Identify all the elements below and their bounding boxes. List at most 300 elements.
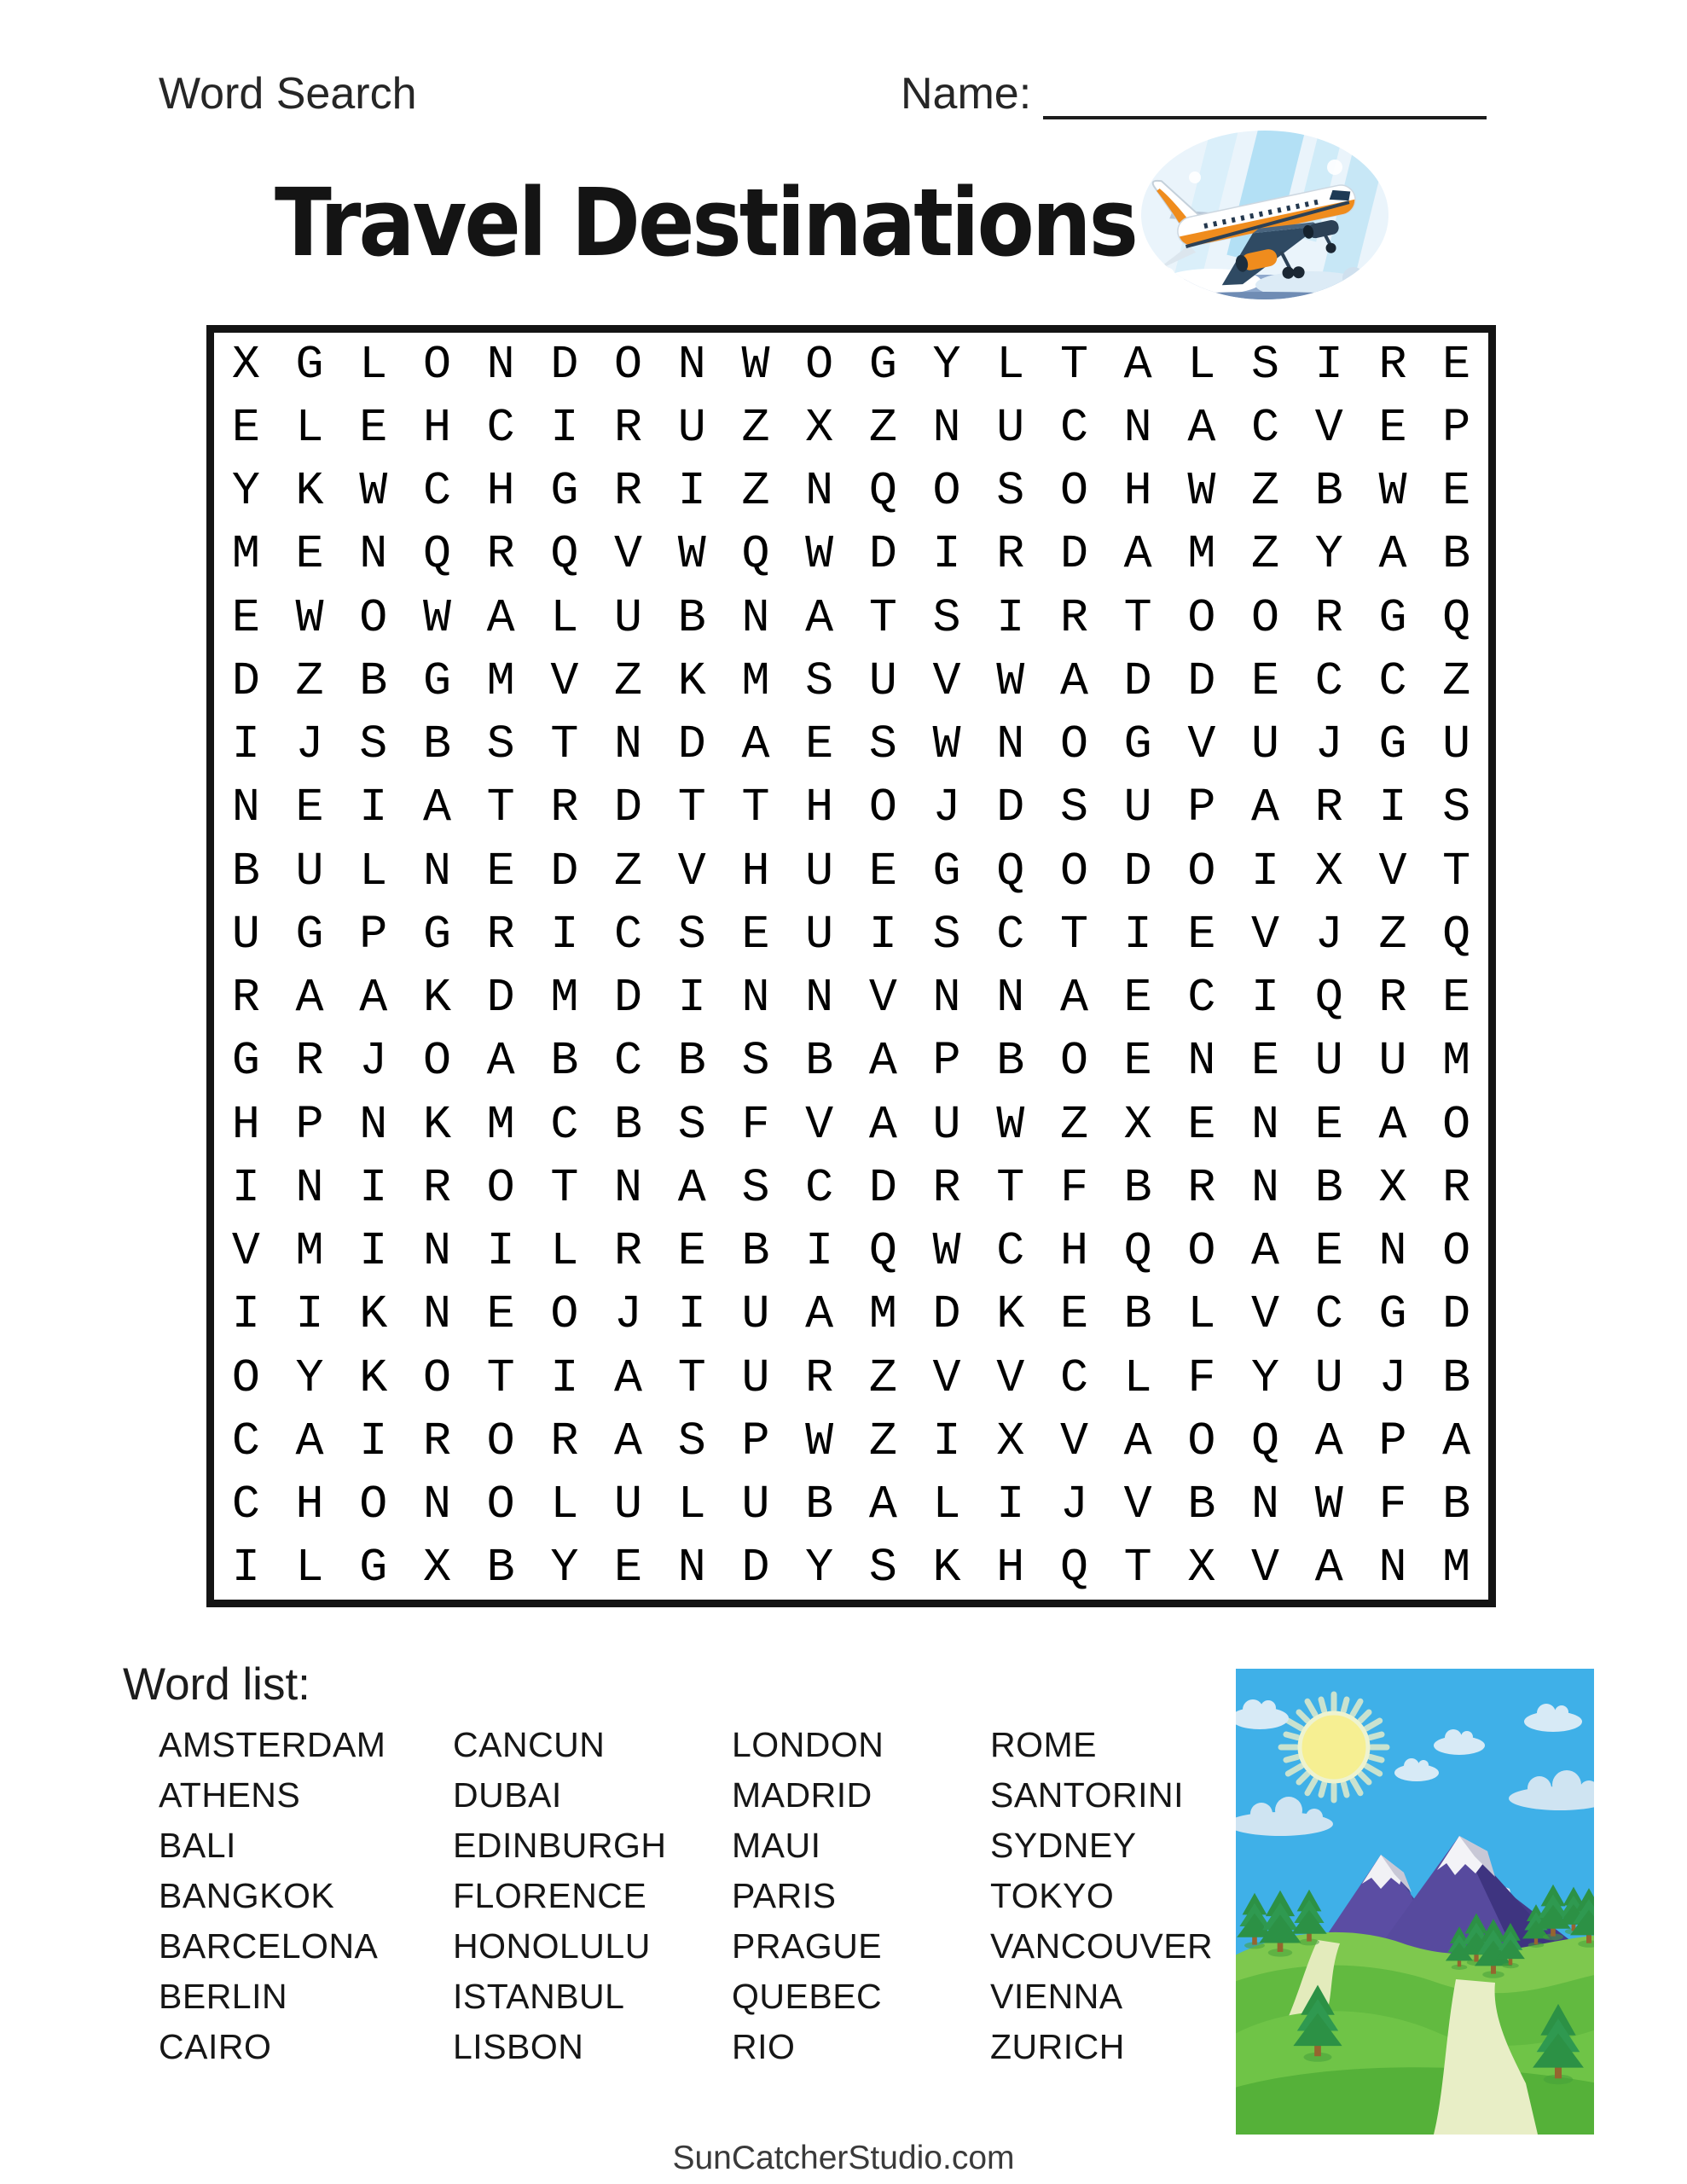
grid-letter-r6c15: D [1123, 653, 1152, 708]
grid-letter-r7c20: U [1442, 717, 1471, 772]
grid-letter-r11c18: Q [1314, 971, 1343, 1025]
grid-letter-r15c17: A [1251, 1224, 1280, 1279]
grid-letter-r20c5: B [486, 1541, 515, 1595]
grid-letter-r19c9: U [741, 1478, 770, 1532]
grid-letter-r8c12: J [932, 781, 961, 835]
grid-letter-r1c4: O [422, 337, 451, 392]
grid-letter-r17c2: Y [295, 1350, 324, 1405]
grid-letter-r10c11: I [868, 907, 897, 961]
grid-letter-r15c19: N [1378, 1224, 1407, 1279]
grid-letter-r12c15: E [1123, 1034, 1152, 1089]
grid-letter-r18c19: P [1378, 1414, 1407, 1468]
grid-letter-r6c14: A [1059, 653, 1088, 708]
grid-letter-r5c6: L [550, 590, 579, 645]
grid-letter-r3c10: N [805, 464, 834, 519]
grid-letter-r13c10: V [805, 1097, 834, 1152]
grid-letter-r19c13: I [996, 1478, 1025, 1532]
grid-letter-r1c20: E [1442, 337, 1471, 392]
grid-letter-r4c14: D [1059, 527, 1088, 582]
grid-letter-r10c17: V [1251, 907, 1280, 961]
grid-letter-r15c4: N [422, 1224, 451, 1279]
grid-letter-r13c11: A [868, 1097, 897, 1152]
grid-letter-r16c15: B [1123, 1287, 1152, 1342]
grid-letter-r14c14: F [1059, 1160, 1088, 1215]
grid-letter-r1c6: D [550, 337, 579, 392]
grid-letter-r5c11: T [868, 590, 897, 645]
word-list-item: SANTORINI [990, 1775, 1184, 1815]
grid-letter-r7c9: A [741, 717, 770, 772]
grid-letter-r18c7: A [614, 1414, 643, 1468]
grid-letter-r3c15: H [1123, 464, 1152, 519]
grid-letter-r20c13: H [996, 1541, 1025, 1595]
grid-letter-r13c14: Z [1059, 1097, 1088, 1152]
word-list-item: HONOLULU [453, 1926, 651, 1966]
grid-letter-r20c1: I [231, 1541, 260, 1595]
grid-letter-r19c14: J [1059, 1478, 1088, 1532]
grid-letter-r17c18: U [1314, 1350, 1343, 1405]
grid-letter-r1c19: R [1378, 337, 1407, 392]
grid-letter-r8c10: H [805, 781, 834, 835]
grid-letter-r2c7: R [614, 400, 643, 455]
grid-letter-r11c6: M [550, 971, 579, 1025]
grid-letter-r5c5: A [486, 590, 515, 645]
grid-letter-r2c14: C [1059, 400, 1088, 455]
grid-letter-r6c8: K [677, 653, 706, 708]
grid-letter-r5c2: W [295, 590, 324, 645]
grid-letter-r18c16: O [1187, 1414, 1216, 1468]
grid-letter-r17c17: Y [1251, 1350, 1280, 1405]
grid-letter-r10c19: Z [1378, 907, 1407, 961]
grid-letter-r4c15: A [1123, 527, 1152, 582]
grid-letter-r7c2: J [295, 717, 324, 772]
grid-letter-r14c5: O [486, 1160, 515, 1215]
grid-letter-r1c12: Y [932, 337, 961, 392]
grid-letter-r8c16: P [1187, 781, 1216, 835]
word-list-item: LISBON [453, 2027, 584, 2066]
grid-letter-r19c20: B [1442, 1478, 1471, 1532]
grid-letter-r7c11: S [868, 717, 897, 772]
grid-letter-r5c19: G [1378, 590, 1407, 645]
word-list-column-2 [453, 1720, 732, 2072]
grid-letter-r9c4: N [422, 844, 451, 898]
grid-letter-r7c14: O [1059, 717, 1088, 772]
grid-letter-r17c9: U [741, 1350, 770, 1405]
grid-letter-r6c19: C [1378, 653, 1407, 708]
grid-letter-r14c19: X [1378, 1160, 1407, 1215]
grid-letter-r3c5: H [486, 464, 515, 519]
grid-letter-r4c12: I [932, 527, 961, 582]
grid-letter-r3c6: G [550, 464, 579, 519]
grid-letter-r3c12: O [932, 464, 961, 519]
grid-letter-r2c9: Z [741, 400, 770, 455]
grid-letter-r14c9: S [741, 1160, 770, 1215]
grid-letter-r11c2: A [295, 971, 324, 1025]
grid-letter-r3c13: S [996, 464, 1025, 519]
grid-letter-r12c16: N [1187, 1034, 1216, 1089]
grid-letter-r15c9: B [741, 1224, 770, 1279]
word-list-item: BARCELONA [159, 1926, 379, 1966]
grid-letter-r19c6: L [550, 1478, 579, 1532]
grid-letter-r19c4: N [422, 1478, 451, 1532]
grid-letter-r19c3: O [359, 1478, 388, 1532]
grid-letter-r9c20: T [1442, 844, 1471, 898]
grid-letter-r14c18: B [1314, 1160, 1343, 1215]
grid-letter-r2c1: E [231, 400, 260, 455]
grid-letter-r15c14: H [1059, 1224, 1088, 1279]
grid-letter-r12c13: B [996, 1034, 1025, 1089]
grid-letter-r12c7: C [614, 1034, 643, 1089]
grid-letter-r5c20: Q [1442, 590, 1471, 645]
word-list-column-4 [990, 1720, 1213, 2072]
airplane-illustration [1137, 126, 1393, 304]
grid-letter-r4c19: A [1378, 527, 1407, 582]
grid-letter-r18c2: A [295, 1414, 324, 1468]
grid-letter-r1c16: L [1187, 337, 1216, 392]
grid-letter-r19c11: A [868, 1478, 897, 1532]
grid-letter-r12c8: B [677, 1034, 706, 1089]
grid-letter-r2c3: E [359, 400, 388, 455]
grid-letter-r14c17: N [1251, 1160, 1280, 1215]
grid-letter-r3c14: O [1059, 464, 1088, 519]
grid-letter-r11c7: D [614, 971, 643, 1025]
word-list-item: PARIS [732, 1876, 837, 1915]
grid-letter-r6c16: D [1187, 653, 1216, 708]
word-list-item: QUEBEC [732, 1977, 883, 2016]
grid-letter-r15c6: L [550, 1224, 579, 1279]
grid-letter-r18c3: I [359, 1414, 388, 1468]
grid-letter-r10c14: T [1059, 907, 1088, 961]
grid-letter-r20c18: A [1314, 1541, 1343, 1595]
grid-letter-r6c4: G [422, 653, 451, 708]
grid-letter-r12c14: O [1059, 1034, 1088, 1089]
grid-letter-r20c19: N [1378, 1541, 1407, 1595]
grid-letter-r16c1: I [231, 1287, 260, 1342]
grid-letter-r6c7: Z [614, 653, 643, 708]
grid-letter-r8c5: T [486, 781, 515, 835]
grid-letter-r20c12: K [932, 1541, 961, 1595]
grid-letter-r2c2: L [295, 400, 324, 455]
grid-letter-r14c2: N [295, 1160, 324, 1215]
grid-letter-r2c17: C [1251, 400, 1280, 455]
grid-letter-r10c2: G [295, 907, 324, 961]
grid-letter-r6c13: W [996, 653, 1025, 708]
grid-letter-r3c2: K [295, 464, 324, 519]
grid-letter-r13c16: E [1187, 1097, 1216, 1152]
grid-letter-r20c7: E [614, 1541, 643, 1595]
grid-letter-r18c1: C [231, 1414, 260, 1468]
grid-letter-r15c8: E [677, 1224, 706, 1279]
grid-letter-r4c4: Q [422, 527, 451, 582]
word-list-item: PRAGUE [732, 1926, 883, 1966]
grid-letter-r8c18: R [1314, 781, 1343, 835]
grid-letter-r7c18: J [1314, 717, 1343, 772]
grid-letter-r17c13: V [996, 1350, 1025, 1405]
grid-letter-r4c11: D [868, 527, 897, 582]
grid-letter-r7c1: I [231, 717, 260, 772]
word-list-item: BANGKOK [159, 1876, 335, 1915]
grid-letter-r5c16: O [1187, 590, 1216, 645]
grid-letter-r16c10: A [805, 1287, 834, 1342]
grid-letter-r9c15: D [1123, 844, 1152, 898]
grid-letter-r11c8: I [677, 971, 706, 1025]
grid-letter-r3c8: I [677, 464, 706, 519]
word-list-item: LONDON [732, 1725, 884, 1764]
grid-letter-r10c12: S [932, 907, 961, 961]
grid-letter-r18c15: A [1123, 1414, 1152, 1468]
grid-letter-r19c2: H [295, 1478, 324, 1532]
grid-letter-r1c9: W [741, 337, 770, 392]
grid-letter-r1c2: G [295, 337, 324, 392]
grid-letter-r1c15: A [1123, 337, 1152, 392]
grid-letter-r17c19: J [1378, 1350, 1407, 1405]
grid-letter-r16c5: E [486, 1287, 515, 1342]
grid-letter-r9c7: Z [614, 844, 643, 898]
grid-letter-r13c20: O [1442, 1097, 1471, 1152]
grid-letter-r13c3: N [359, 1097, 388, 1152]
grid-letter-r1c3: L [359, 337, 388, 392]
grid-letter-r10c16: E [1187, 907, 1216, 961]
grid-letter-r9c9: H [741, 844, 770, 898]
grid-letter-r16c16: L [1187, 1287, 1216, 1342]
grid-letter-r17c15: L [1123, 1350, 1152, 1405]
grid-letter-r11c14: A [1059, 971, 1088, 1025]
grid-letter-r17c6: I [550, 1350, 579, 1405]
grid-letter-r17c1: O [231, 1350, 260, 1405]
grid-letter-r5c1: E [231, 590, 260, 645]
grid-letter-r10c3: P [359, 907, 388, 961]
grid-letter-r1c7: O [614, 337, 643, 392]
grid-letter-r9c19: V [1378, 844, 1407, 898]
grid-letter-r20c9: D [741, 1541, 770, 1595]
grid-letter-r14c12: R [932, 1160, 961, 1215]
grid-letter-r2c19: E [1378, 400, 1407, 455]
grid-letter-r15c11: Q [868, 1224, 897, 1279]
word-search-grid [206, 325, 1496, 1607]
grid-letter-r19c16: B [1187, 1478, 1216, 1532]
grid-letter-r14c10: C [805, 1160, 834, 1215]
grid-letter-r20c20: M [1442, 1541, 1471, 1595]
grid-letter-r9c1: B [231, 844, 260, 898]
word-list-item: ROME [990, 1725, 1097, 1764]
grid-letter-r3c17: Z [1251, 464, 1280, 519]
grid-letter-r12c2: R [295, 1034, 324, 1089]
grid-letter-r3c18: B [1314, 464, 1343, 519]
grid-letter-r19c10: B [805, 1478, 834, 1532]
grid-letter-r11c4: K [422, 971, 451, 1025]
grid-letter-r18c12: I [932, 1414, 961, 1468]
grid-letter-r2c4: H [422, 400, 451, 455]
grid-letter-r4c18: Y [1314, 527, 1343, 582]
grid-letter-r8c2: E [295, 781, 324, 835]
grid-letter-r19c7: U [614, 1478, 643, 1532]
grid-letter-r11c15: E [1123, 971, 1152, 1025]
grid-letter-r20c4: X [422, 1541, 451, 1595]
grid-letter-r2c11: Z [868, 400, 897, 455]
grid-letter-r3c20: E [1442, 464, 1471, 519]
grid-letter-r11c12: N [932, 971, 961, 1025]
grid-letter-r1c10: O [805, 337, 834, 392]
word-list-item: CAIRO [159, 2027, 272, 2066]
grid-letter-r11c19: R [1378, 971, 1407, 1025]
grid-letter-r18c20: A [1442, 1414, 1471, 1468]
grid-letter-r5c17: O [1251, 590, 1280, 645]
grid-letter-r20c17: V [1251, 1541, 1280, 1595]
grid-letter-r16c4: N [422, 1287, 451, 1342]
grid-letter-r9c11: E [868, 844, 897, 898]
grid-letter-r7c8: D [677, 717, 706, 772]
grid-letter-r18c6: R [550, 1414, 579, 1468]
grid-letter-r16c7: J [614, 1287, 643, 1342]
grid-letter-r19c8: L [677, 1478, 706, 1532]
grid-letter-r15c16: O [1187, 1224, 1216, 1279]
word-list-item: RIO [732, 2027, 796, 2066]
grid-letter-r16c17: V [1251, 1287, 1280, 1342]
grid-letter-r10c7: C [614, 907, 643, 961]
grid-letter-r18c14: V [1059, 1414, 1088, 1468]
grid-letter-r15c5: I [486, 1224, 515, 1279]
grid-letter-r20c11: S [868, 1541, 897, 1595]
grid-letter-r16c14: E [1059, 1287, 1088, 1342]
grid-letter-r15c20: O [1442, 1224, 1471, 1279]
grid-letter-r17c11: Z [868, 1350, 897, 1405]
grid-letter-r2c16: A [1187, 400, 1216, 455]
grid-letter-r12c5: A [486, 1034, 515, 1089]
grid-letter-r6c2: Z [295, 653, 324, 708]
grid-letter-r20c8: N [677, 1541, 706, 1595]
word-list-item: EDINBURGH [453, 1826, 667, 1865]
grid-letter-r19c15: V [1123, 1478, 1152, 1532]
word-list-item: DUBAI [453, 1775, 562, 1815]
grid-letter-r14c13: T [996, 1160, 1025, 1215]
grid-letter-r18c11: Z [868, 1414, 897, 1468]
grid-letter-r19c5: O [486, 1478, 515, 1532]
grid-letter-r19c12: L [932, 1478, 961, 1532]
grid-letter-r14c6: T [550, 1160, 579, 1215]
grid-letter-r11c5: D [486, 971, 515, 1025]
grid-letter-r4c17: Z [1251, 527, 1280, 582]
grid-letter-r20c2: L [295, 1541, 324, 1595]
grid-letter-r10c6: I [550, 907, 579, 961]
grid-letter-r14c7: N [614, 1160, 643, 1215]
word-list-label: Word list: [123, 1659, 310, 1710]
grid-letter-r8c6: R [550, 781, 579, 835]
word-list-item: ISTANBUL [453, 1977, 625, 2016]
grid-letter-r4c8: W [677, 527, 706, 582]
grid-letter-r1c18: I [1314, 337, 1343, 392]
grid-letter-r19c1: C [231, 1478, 260, 1532]
grid-letter-r9c5: E [486, 844, 515, 898]
grid-letter-r17c3: K [359, 1350, 388, 1405]
grid-letter-r8c9: T [741, 781, 770, 835]
grid-letter-r1c13: L [996, 337, 1025, 392]
word-list-item: VANCOUVER [990, 1926, 1214, 1966]
grid-letter-r7c4: B [422, 717, 451, 772]
grid-letter-r12c10: B [805, 1034, 834, 1089]
grid-letter-r15c12: W [932, 1224, 961, 1279]
grid-letter-r17c10: R [805, 1350, 834, 1405]
grid-letter-r20c14: Q [1059, 1541, 1088, 1595]
grid-letter-r14c11: D [868, 1160, 897, 1215]
grid-letter-r12c17: E [1251, 1034, 1280, 1089]
grid-letter-r9c10: U [805, 844, 834, 898]
grid-letter-r4c20: B [1442, 527, 1471, 582]
grid-letter-r12c11: A [868, 1034, 897, 1089]
grid-letter-r8c4: A [422, 781, 451, 835]
grid-letter-r13c8: S [677, 1097, 706, 1152]
grid-letter-r3c4: C [422, 464, 451, 519]
grid-letter-r16c6: O [550, 1287, 579, 1342]
grid-letter-r3c9: Z [741, 464, 770, 519]
grid-letter-r14c1: I [231, 1160, 260, 1215]
grid-letter-r15c1: V [231, 1224, 260, 1279]
grid-letter-r3c1: Y [231, 464, 260, 519]
grid-letter-r18c10: W [805, 1414, 834, 1468]
puzzle-title: Travel Destinations [275, 169, 1136, 278]
grid-letter-r13c13: W [996, 1097, 1025, 1152]
grid-letter-r3c11: Q [868, 464, 897, 519]
grid-letter-r16c2: I [295, 1287, 324, 1342]
grid-letter-r4c9: Q [741, 527, 770, 582]
grid-letter-r9c16: O [1187, 844, 1216, 898]
grid-letter-r5c15: T [1123, 590, 1152, 645]
word-list-column-3 [732, 1720, 990, 2072]
grid-letter-r14c8: A [677, 1160, 706, 1215]
grid-letter-r20c16: X [1187, 1541, 1216, 1595]
grid-letter-r10c1: U [231, 907, 260, 961]
page-type-label: Word Search [159, 69, 417, 119]
grid-letter-r2c18: V [1314, 400, 1343, 455]
grid-letter-r18c4: R [422, 1414, 451, 1468]
grid-letter-r6c3: B [359, 653, 388, 708]
grid-letter-r16c20: D [1442, 1287, 1471, 1342]
grid-letter-r6c5: M [486, 653, 515, 708]
grid-letter-r12c9: S [741, 1034, 770, 1089]
grid-letter-r8c1: N [231, 781, 260, 835]
grid-letter-r5c9: N [741, 590, 770, 645]
word-list-item: FLORENCE [453, 1876, 647, 1915]
word-list-item: AMSTERDAM [159, 1725, 386, 1764]
grid-letter-r16c12: D [932, 1287, 961, 1342]
grid-letter-r14c20: R [1442, 1160, 1471, 1215]
grid-letter-r6c17: E [1251, 653, 1280, 708]
grid-letter-r7c12: W [932, 717, 961, 772]
grid-letter-r9c14: O [1059, 844, 1088, 898]
grid-letter-r4c6: Q [550, 527, 579, 582]
name-label: Name: [901, 69, 1032, 119]
grid-letter-r10c13: C [996, 907, 1025, 961]
word-list-item: VIENNA [990, 1977, 1123, 2016]
grid-letter-r13c12: U [932, 1097, 961, 1152]
grid-letter-r18c8: S [677, 1414, 706, 1468]
grid-letter-r11c3: A [359, 971, 388, 1025]
grid-letter-r8c19: I [1378, 781, 1407, 835]
grid-letter-r11c11: V [868, 971, 897, 1025]
grid-letter-r8c17: A [1251, 781, 1280, 835]
grid-letter-r9c2: U [295, 844, 324, 898]
grid-letter-r15c7: R [614, 1224, 643, 1279]
grid-letter-r7c5: S [486, 717, 515, 772]
grid-letter-r12c3: J [359, 1034, 388, 1089]
grid-letter-r12c12: P [932, 1034, 961, 1089]
grid-letter-r12c1: G [231, 1034, 260, 1089]
grid-letter-r15c3: I [359, 1224, 388, 1279]
grid-letter-r18c18: A [1314, 1414, 1343, 1468]
word-list-item: ATHENS [159, 1775, 301, 1815]
grid-letter-r16c11: M [868, 1287, 897, 1342]
grid-letter-r17c5: T [486, 1350, 515, 1405]
grid-letter-r2c12: N [932, 400, 961, 455]
footer-credit: SunCatcherStudio.com [672, 2140, 1015, 2176]
